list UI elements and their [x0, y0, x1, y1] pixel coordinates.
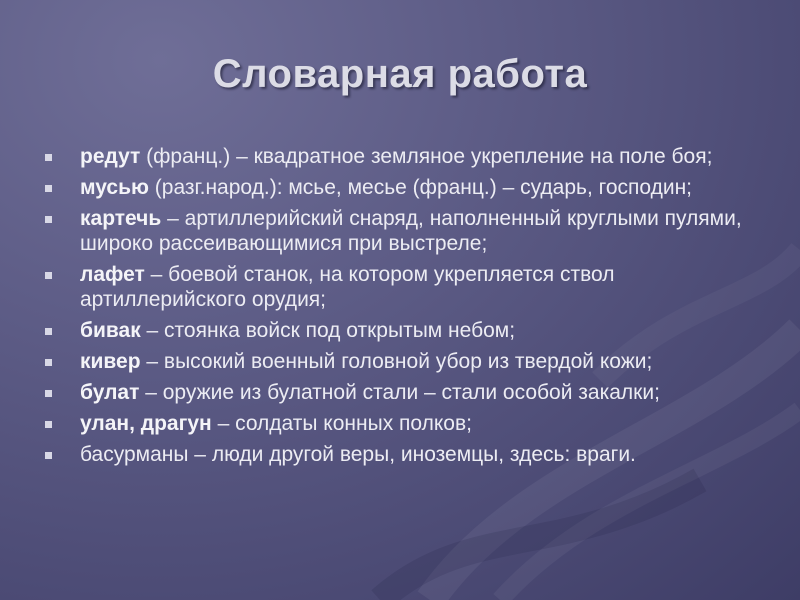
vocabulary-term: кивер — [80, 350, 141, 373]
list-item — [44, 206, 774, 256]
list-item — [44, 349, 774, 374]
vocabulary-term: редут — [80, 145, 141, 168]
vocabulary-term: картечь — [80, 207, 162, 230]
square-bullet-icon — [45, 390, 52, 397]
term-definition: – солдаты конных полков; — [211, 412, 472, 435]
square-bullet-icon — [45, 328, 52, 335]
slide-title: Словарная работа — [212, 52, 588, 96]
square-bullet-icon — [45, 421, 52, 428]
list-item — [44, 318, 774, 343]
term-definition: (разг.народ.): мсье, месье (франц.) – сударь, господин; — [148, 176, 693, 199]
list-item — [44, 262, 774, 312]
square-bullet-icon — [45, 452, 52, 459]
square-bullet-icon — [45, 272, 52, 279]
vocabulary-list — [44, 144, 774, 473]
list-item — [44, 411, 774, 436]
vocabulary-term: бивак — [80, 319, 141, 342]
list-item — [44, 442, 774, 467]
term-definition: (франц.) – квадратное земляное укрепление на поле боя; — [140, 145, 713, 168]
list-item — [44, 144, 774, 169]
vocabulary-term: булат — [80, 381, 140, 404]
term-definition: – высокий военный головной убор из твердой кожи; — [140, 350, 653, 373]
term-definition: – боевой станок, на котором укрепляется ствол артиллерийского орудия; — [80, 263, 615, 311]
square-bullet-icon — [45, 359, 52, 366]
square-bullet-icon — [45, 216, 52, 223]
vocabulary-term: лафет — [80, 263, 145, 286]
term-definition: – стоянка войск под открытым небом; — [140, 319, 516, 342]
term-definition: – артиллерийский снаряд, наполненный круглыми пулями, широко рассеивающимися при выстреле; — [80, 207, 742, 255]
list-item — [44, 380, 774, 405]
vocabulary-term: улан, драгун — [80, 412, 212, 435]
vocabulary-term: мусью — [80, 176, 149, 199]
term-definition: – оружие из булатной стали – стали особой закалки; — [139, 381, 660, 404]
list-item — [44, 175, 774, 200]
term-definition: басурманы – люди другой веры, иноземцы, здесь: враги. — [80, 443, 636, 466]
square-bullet-icon — [45, 154, 52, 161]
square-bullet-icon — [45, 185, 52, 192]
